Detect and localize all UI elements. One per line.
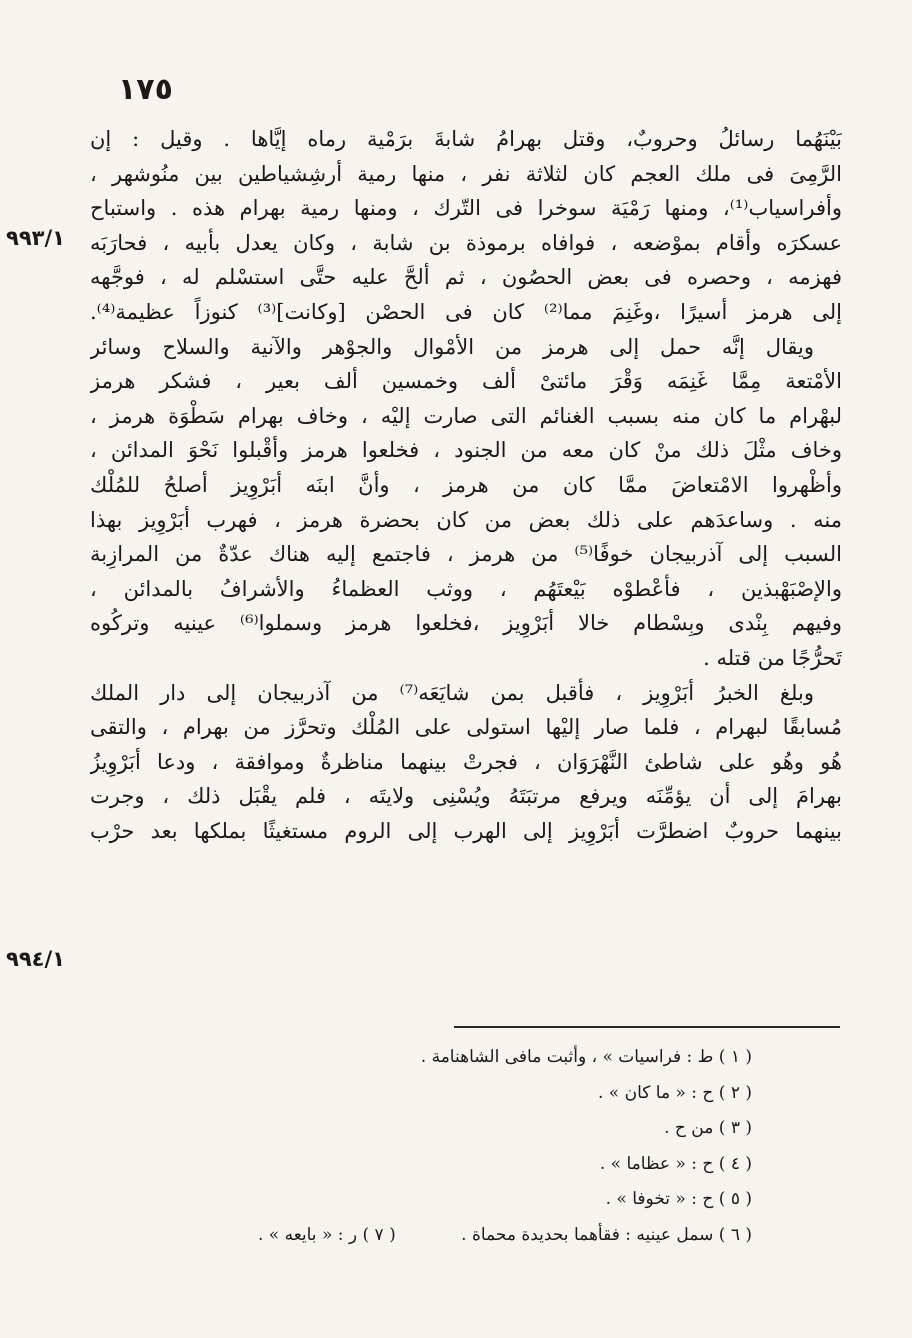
footnote-divider	[454, 1026, 840, 1028]
text-line: السبب إلى آذربيجان خوفًا⁽⁵⁾ من هرمز ، فاجتمع إليه هناك عدّةٌ من المرازِبة	[90, 542, 842, 567]
page-number: ١٧٥	[118, 72, 173, 107]
footnote-text: ح : « عظاما » .	[599, 1153, 714, 1174]
text-line: لبهْرام ما كان منه بسبب الغنائم التى صارت إليْه ، وخاف بهرام سَطْوَة هرمز ،	[90, 403, 842, 428]
text-line: فهزمه ، وحصره فى بعض الحصُون ، ثم ألحَّ عليه حتَّى استسْلم له ، فوجَّهه	[90, 265, 842, 290]
text-line: الأمْتعة مِمَّا غَنِمَه وَقْرَ مائتىْ ألف وخمسين ألف بعير ، فشكر هرمز	[90, 369, 842, 394]
text-line: والإصْبَهْبذين ، فأعْطوْه بَيْعتَهُم ، ووثب العظماءُ والأشرافُ بالمدائن ،	[90, 576, 842, 601]
footnotes	[90, 1040, 752, 1253]
text-line: مُسابقًا لبهرام ، فلما صار إليْها استولى على المُلْك وتحرَّز من بهرام ، والتقى	[90, 715, 842, 740]
footnote-text: ح : « ما كان » .	[597, 1082, 714, 1103]
text-line: الرَّمِىَ فى ملك العجم كان لثلاثة نفر ، منها رمية أرشِشياطين بين منُوشهر ،	[90, 161, 842, 186]
text-line: تَحرُّجًا من قتله .	[703, 645, 842, 670]
footnote-number: ( ٣ )	[718, 1118, 752, 1138]
text-line: هُو وهُو على شاطئ النَّهْرَوَان ، فجرتْ بينهما مناظرةٌ وموافقة ، ودعا أبَرْوِيزُ	[90, 749, 842, 774]
text-line: بَيْنَهُما رسائلُ وحروبٌ، وقتل بهرامُ شابةَ برَمْية رماه إيَّاها . وقيل : إن	[90, 127, 842, 151]
footnote	[90, 1147, 752, 1183]
footnote-number: ( ٢ )	[718, 1082, 752, 1103]
footnote-text: ر : « بايعه » .	[257, 1224, 358, 1245]
text-line: منه . وساعدَهم على ذلك بعض من كان بحضرة هرمز ، فهرب أبَرْوِيز بهذا	[90, 507, 842, 532]
footnote	[90, 1040, 752, 1076]
margin-reference: ٩٩٣/١	[6, 226, 65, 250]
footnote-number: ( ١ )	[718, 1047, 752, 1067]
text-line: وفيهم بِنْدى وبِسْطام خالا أبَرْوِيز ،فخلعوا هرمز وسملوا⁽⁶⁾ عينيه وتركُوه	[90, 611, 842, 636]
footnote	[90, 1218, 752, 1254]
text-line: وبلغ الخبرُ أبَرْوِيز ، فأقبل بمن شايَعَه⁽⁷⁾ من آذربيجان إلى دار الملك	[90, 680, 814, 705]
footnote-text: ط : فراسيات » ، وأثبت مافى الشاهنامة .	[420, 1047, 714, 1067]
footnote-number: ( ٤ )	[718, 1153, 752, 1174]
text-line: وأفراسياب⁽¹⁾، ومنها رَمْيَة سوخرا فى التّرك ، ومنها رمية بهرام هذه . واستباح	[90, 196, 842, 221]
footnote	[90, 1111, 752, 1147]
text-line: ويقال إنَّه حمل إلى هرمز من الأمْوال والجوْهر والآنية والسلاح وسائر	[90, 334, 814, 359]
text-line: وأظْهروا الامْتعاضَ ممَّا كان من هرمز ، وأنَّ ابنَه أبَرْوِيز أصلحُ للمُلْك	[90, 472, 842, 497]
footnote-text: ح : « تخوفا » .	[605, 1189, 714, 1209]
footnote	[90, 1182, 752, 1218]
text-line: عسكرَه وأقام بموْضعه ، فوافاه برموذة بن شابة ، وكان يعدل بأبيه ، فحارَبَه	[90, 230, 842, 255]
footnote-number: ( ٧ )	[362, 1224, 396, 1245]
body-text	[90, 122, 842, 848]
text-line: وخاف مثْلَ ذلك منْ كان معه من الجنود ، فخلعوا هرمز وأقْبلوا نَحْوَ المدائن ،	[90, 438, 842, 463]
footnote-number: ( ٦ )	[718, 1224, 752, 1245]
footnote-text: من ح .	[664, 1118, 714, 1138]
margin-reference: ٩٩٤/١	[6, 947, 65, 971]
text-line: إلى هرمز أسيرًا ،وغَنِمَ مما⁽²⁾ كان فى الحصْن [وكانت]⁽³⁾ كنوزاً عظيمة⁽⁴⁾.	[90, 299, 842, 324]
footnote-number: ( ٥ )	[718, 1189, 752, 1209]
footnote-text: سمل عينيه : فقأهما بحديدة محماة .	[461, 1224, 714, 1245]
text-line: بهرامَ إلى أن يؤمِّنَه ويرفع مرتبَتَهُ ويُسْنِى ولايتَه ، فلم يقْبَل ذلك ، وجرت	[90, 784, 842, 809]
footnote	[90, 1076, 752, 1112]
text-line: بينهما حروبٌ اضطرَّت أبَرْوِيز إلى الهرب إلى الروم مستغيثًا بملكها بعد حرْب	[90, 818, 842, 843]
